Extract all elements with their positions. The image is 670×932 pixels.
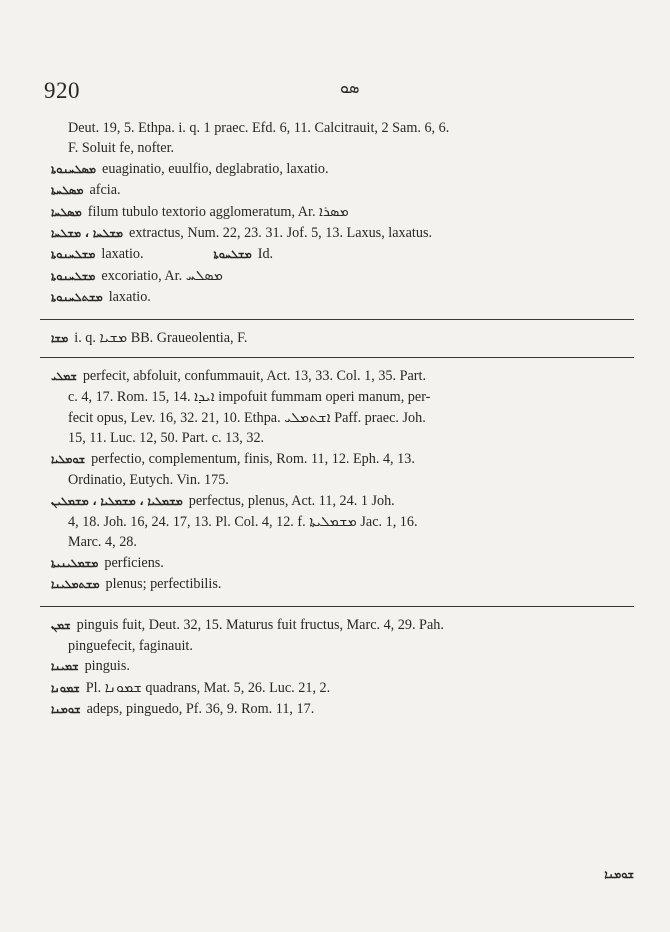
- entry-line: Ordinatio, Eutych. Vin. 175.: [68, 472, 229, 489]
- syriac-headword: ܫܡܘܢܐ: [51, 681, 80, 695]
- syriac-headword: ܡܣܠܚܢܘܬܐ: [51, 162, 97, 176]
- entry-text: afcia.: [89, 182, 121, 199]
- syriac-headword: ܫܡܠܝ: [51, 370, 77, 384]
- entry-line: Marc. 4, 28.: [68, 534, 137, 551]
- syriac-headword: ܡܣܠܚܐ: [51, 205, 82, 219]
- entry-text: euaginatio, euulfio, deglabratio, laxatio.: [102, 160, 329, 177]
- syriac-headword: ܡܫܐ: [51, 331, 69, 345]
- entry-text: perfectus, plenus, Act. 11, 24. 1 Joh.: [188, 492, 395, 509]
- entry-block-perfecit: [46, 366, 632, 595]
- entry-line: [46, 449, 632, 470]
- entry-block-laxatio: [46, 118, 632, 309]
- entry-line: [46, 159, 632, 180]
- entry-text: pinguis.: [84, 658, 130, 675]
- entry-line: [46, 328, 632, 349]
- entry-text: perfectio, complementum, finis, Rom. 11, 12. Eph. 4, 13.: [91, 450, 415, 467]
- page-number: 920: [44, 78, 80, 103]
- entry-text: extractus, Num. 22, 23. 31. Jof. 5, 13. Laxus, laxatus.: [129, 225, 433, 242]
- entry-line: [46, 678, 632, 699]
- entry-line: Deut. 19, 5. Ethpa. i. q. 1 praec. Efd. 6, 11. Calcitrauit, 2 Sam. 6, 6.: [68, 120, 450, 136]
- syriac-headword: ܡܫܠܚܘܬܐ: [213, 248, 252, 262]
- entry-line: [46, 223, 632, 244]
- entry-text: Id.: [257, 246, 274, 263]
- entry-line: [46, 202, 632, 223]
- entry-line: [46, 553, 632, 574]
- entry-block-pinguis: [46, 615, 632, 721]
- section-divider: [40, 319, 634, 320]
- entry-line: [46, 287, 632, 308]
- entry-text: Pl. ܫܡܘܢܐ quadrans, Mat. 5, 26. Luc. 21, 2.: [85, 679, 331, 696]
- entry-line: c. 4, 17. Rom. 15, 14. ܐܝܕܐ impofuit fummam operi manum, per-: [68, 389, 431, 406]
- syriac-headword: ܡܫܡܠܝܢܝܬܐ: [51, 556, 99, 570]
- entry-text: perfecit, abfoluit, confummauit, Act. 13, 33. Col. 1, 35. Part.: [82, 368, 427, 385]
- entry-text: i. q. ܡܫܝܐ BB. Graueolentia, F.: [74, 329, 248, 346]
- entry-text: adeps, pinguedo, Pf. 36, 9. Rom. 11, 17.: [86, 701, 315, 718]
- section-divider: [40, 357, 634, 358]
- entry-line: [46, 180, 632, 201]
- syriac-headword: ܫܘܡܠܝܐ: [51, 452, 86, 466]
- entry-line: [46, 266, 632, 287]
- syriac-headword: ܡܫܬܠܚܢܘܬܐ: [51, 291, 103, 305]
- entry-block-graueolentia: [46, 328, 632, 349]
- syriac-headword: ܡܫܠܚܢܘܬܐ: [51, 248, 96, 262]
- syriac-headword: ܡܫܡܠܝܐ ، ܡܫܡܠܝܐ ، ܡܫܡܠܝܢ: [51, 494, 183, 508]
- entry-line: [46, 574, 632, 595]
- entry-text: plenus; perfectibilis.: [105, 576, 222, 593]
- syriac-headword: ܡܣܠܚܬܐ: [51, 184, 84, 198]
- entry-text: filum tubulo textorio agglomeratum, Ar. ܡܣܪܐ: [87, 203, 349, 220]
- entry-text: laxatio.: [108, 289, 151, 306]
- entry-text: excoriatio, Ar. ܡܣܠܚ: [101, 267, 224, 284]
- entry-line: 4, 18. Joh. 16, 24. 17, 13. Pl. Col. 4, 12. f. ܡܫܡܠܝܬܐ Jac. 1, 16.: [68, 513, 418, 530]
- entry-line: 15, 11. Luc. 12, 50. Part. c. 13, 32.: [68, 430, 265, 447]
- entry-line: [46, 366, 632, 387]
- syriac-headword: ܡܫܠܚܢܘܬܐ: [51, 269, 96, 283]
- entry-text: laxatio.: [101, 246, 144, 263]
- entries-column: [46, 118, 632, 721]
- syriac-headword: ܫܡܢ: [51, 618, 71, 632]
- entry-line: [46, 656, 632, 677]
- entry-line: [46, 615, 632, 636]
- entry-line: fecit opus, Lev. 16, 32. 21, 10. Ethpa. ܐܫܬܡܠܝ Paff. praec. Joh.: [68, 409, 426, 426]
- entry-line: [46, 244, 632, 265]
- entry-line: [46, 491, 632, 512]
- entry-text: pinguis fuit, Deut. 32, 15. Maturus fuit fructus, Marc. 4, 29. Pah.: [76, 616, 444, 633]
- entry-line: [46, 699, 632, 720]
- entry-text: perficiens.: [104, 554, 164, 571]
- syriac-headword: ܡܫܬܡܠܝܢܐ: [51, 578, 100, 592]
- entry-line: F. Soluit fe, nofter.: [68, 140, 175, 157]
- catchword: ܫܘܡܢܐ: [604, 868, 634, 881]
- syriac-headword: ܫܘܡܢܐ: [51, 703, 81, 717]
- section-divider: [40, 606, 634, 607]
- syriac-headword: ܡܫܠܚܐ ، ܡܫܠܚܐ: [51, 227, 124, 241]
- syriac-headword: ܫܡܝܢܐ: [51, 660, 79, 674]
- page-header: [40, 78, 640, 108]
- running-head: ܣܘ: [340, 80, 360, 97]
- entry-line: pinguefecit, faginauit.: [68, 637, 193, 654]
